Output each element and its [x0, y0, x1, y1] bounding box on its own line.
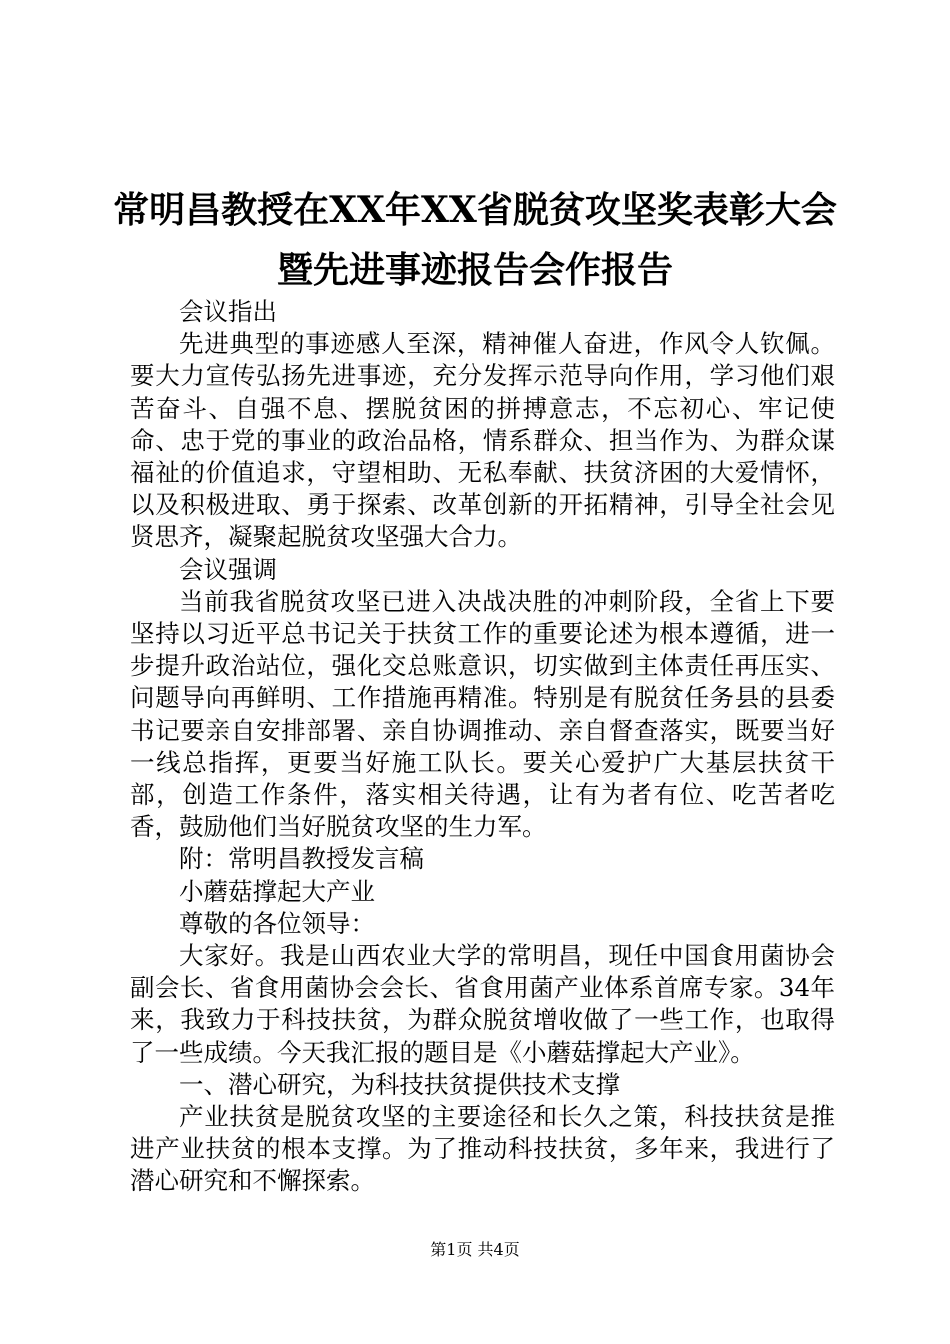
paragraph-advanced-models: 先进典型的事迹感人至深，精神催人奋进，作风令人钦佩。要大力宣传弘扬先进事迹，充分发挥示范导向作用，学习他们艰苦奋斗、自强不息、摆脱贫困的拼搏意志，不忘初心、牢记使命、忠于党的事业的政治品格，情系群众、担当作为、为群众谋福祉的价值追求，守望相助、无私奉献、扶贫济困的大爱情怀，以及积极进取、勇于探索、改革创新的开拓精神，引导全社会见贤思齐，凝聚起脱贫攻坚强大合力。 — [130, 329, 835, 552]
paragraph-current-stage: 当前我省脱贫攻坚已进入决战决胜的冲刺阶段，全省上下要坚持以习近平总书记关于扶贫工作的重要论述为根本遵循，进一步提升政治站位，强化交总账意识，切实做到主体责任再压实、问题导向再鲜明、工作措施再精准。特别是有脱贫任务县的县委书记要亲自安排部署、亲自协调推动、亲自督查落实，既要当好一线总指挥，更要当好施工队长。要关心爱护广大基层扶贫干部，创造工作条件，落实相关待遇，让有为者有位、吃苦者吃香，鼓励他们当好脱贫攻坚的生力军。 — [130, 586, 835, 842]
paragraph-introduction: 大家好。我是山西农业大学的常明昌，现任中国食用菌协会副会长、省食用菌协会会长、省食用菌产业体系首席专家。34年来，我致力于科技扶贫，为群众脱贫增收做了一些工作，也取得了一些成绩。今天我汇报的题目是《小蘑菇撑起大产业》。 — [130, 941, 835, 1067]
paragraph-meeting-emphasized: 会议强调 — [179, 554, 277, 584]
document-title-line-2: 暨先进事迹报告会作报告 — [276, 249, 673, 291]
document-body — [130, 296, 835, 1198]
paragraph-section-heading-1: 一、潜心研究，为科技扶贫提供技术支撑 — [179, 1069, 620, 1099]
document-title-line-1: 常明昌教授在XX年XX省脱贫攻坚奖表彰大会 — [113, 189, 837, 231]
paragraph-salutation: 尊敬的各位领导： — [179, 908, 375, 938]
paragraph-meeting-pointed-out: 会议指出 — [179, 297, 277, 326]
paragraph-appendix: 附：常明昌教授发言稿 — [179, 844, 424, 874]
page-number-footer: 第1页 共4页 — [430, 1240, 520, 1259]
paragraph-speech-title: 小蘑菇撑起大产业 — [179, 876, 375, 906]
paragraph-industry-poverty: 产业扶贫是脱贫攻坚的主要途径和长久之策，科技扶贫是推进产业扶贫的根本支撑。为了推动科技扶贫，多年来，我进行了潜心研究和不懈探索。 — [130, 1102, 835, 1196]
